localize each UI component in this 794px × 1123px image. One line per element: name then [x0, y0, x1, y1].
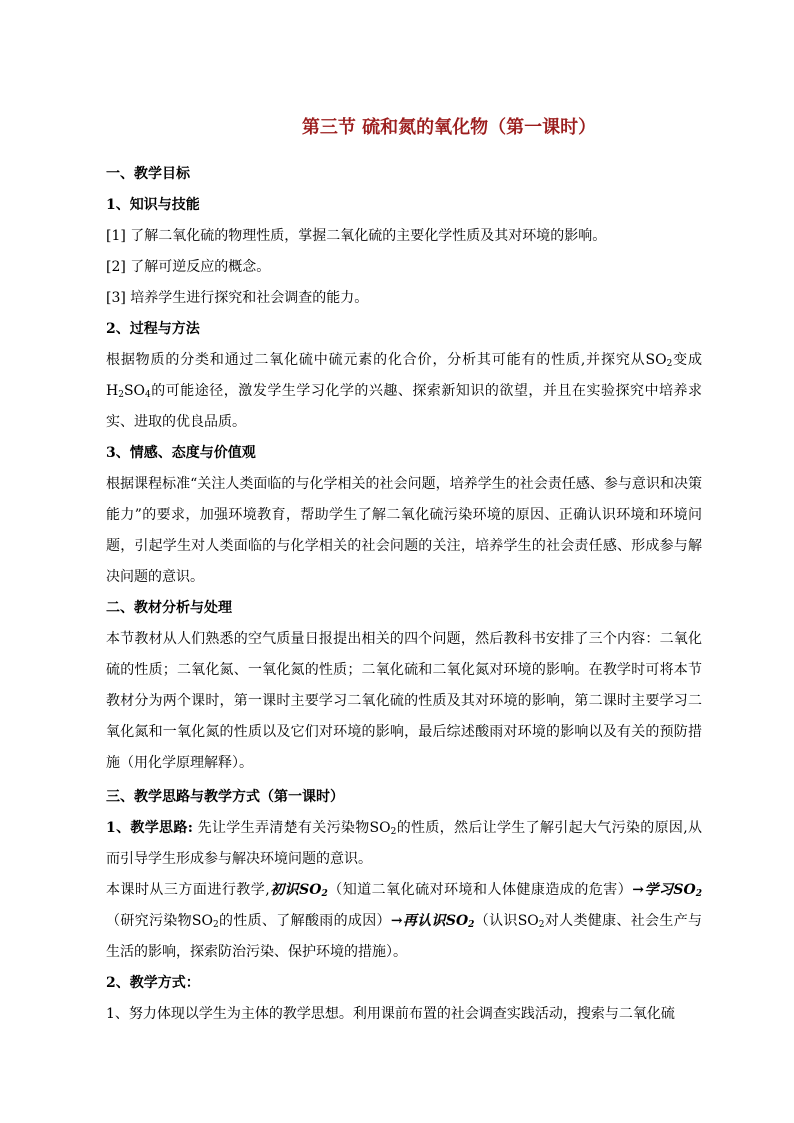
subheading-knowledge: 1、知识与技能: [106, 197, 200, 213]
analysis-paragraph: 本节教材从人们熟悉的空气质量日报提出相关的四个问题，然后教科书安排了三个内容：二氧化硫的性质；二氧化氮、一氧化氮的性质；二氧化硫和二氧化氮对环境的影响。在教学时可将本节教材分为两个课时，第一课时主要学习二氧化硫的性质及其对环境的影响，第二课时主要学习二氧化氮和一氧化氮的性质以及它们对环境的影响，最后综述酸雨对环境的影响以及有关的预防措施（用化学原理解释）。: [106, 631, 702, 771]
heading-objectives: 一、教学目标: [106, 166, 190, 182]
subheading-methods: 2、教学方式：: [106, 975, 200, 991]
subheading-process: 2、过程与方法: [106, 321, 200, 337]
teaching-steps-paragraph: 本课时从三方面进行教学,初识$SO_2$（知道二氧化硫对环境和人体健康造成的危害）→学习$SO_2$（研究污染物$SO_2$的性质、了解酸雨的成因）→再认识$SO_2$（认识$SO_2$对人类健康、社会生产与生活的影响，探索防治污染、保护环境的措施）。: [106, 882, 703, 960]
methods-item-1: 1、努力体现以学生为主体的教学思想。利用课前布置的社会调查实践活动，搜索与二氧化硫: [106, 1006, 675, 1022]
section-teaching: [106, 782, 702, 1030]
knowledge-item-1: [1] 了解二氧化硫的物理性质，掌握二氧化硫的主要化学性质及其对环境的影响。: [106, 228, 607, 244]
section-analysis: [106, 593, 702, 779]
knowledge-item-3: [3] 培养学生进行探究和社会调查的能力。: [106, 290, 369, 306]
page-title: 第三节 硫和氮的氧化物（第一课时）: [301, 117, 597, 138]
teaching-idea-paragraph: 1、教学思路: 先让学生弄清楚有关污染物$SO_2$的性质，然后让学生了解引起大气污染的原因,从而引导学生形成参与解决环境问题的意识。: [106, 820, 702, 867]
section-objectives: [106, 159, 702, 593]
heading-teaching: 三、教学思路与教学方式（第一课时）: [106, 789, 344, 805]
knowledge-item-2: [2] 了解可逆反应的概念。: [106, 259, 271, 275]
process-paragraph: 根据物质的分类和通过二氧化硫中硫元素的化合价，分析其可能有的性质,并探究从$SO_2$变成$H_2SO_4$的可能途径，激发学生学习化学的兴趣、探索新知识的欲望，并且在实验探究中培养求实、进取的优良品质。: [106, 352, 702, 430]
subheading-values: 3、情感、态度与价值观: [106, 445, 256, 461]
values-paragraph: 根据课程标准“关注人类面临的与化学相关的社会问题，培养学生的社会责任感、参与意识和决策能力”的要求，加强环境教育，帮助学生了解二氧化硫污染环境的原因、正确认识环境和环境问题，引起学生对人类面临的与化学相关的社会问题的关注，培养学生的社会责任感、形成参与解决问题的意识。: [106, 476, 702, 585]
heading-analysis: 二、教材分析与处理: [106, 600, 232, 616]
